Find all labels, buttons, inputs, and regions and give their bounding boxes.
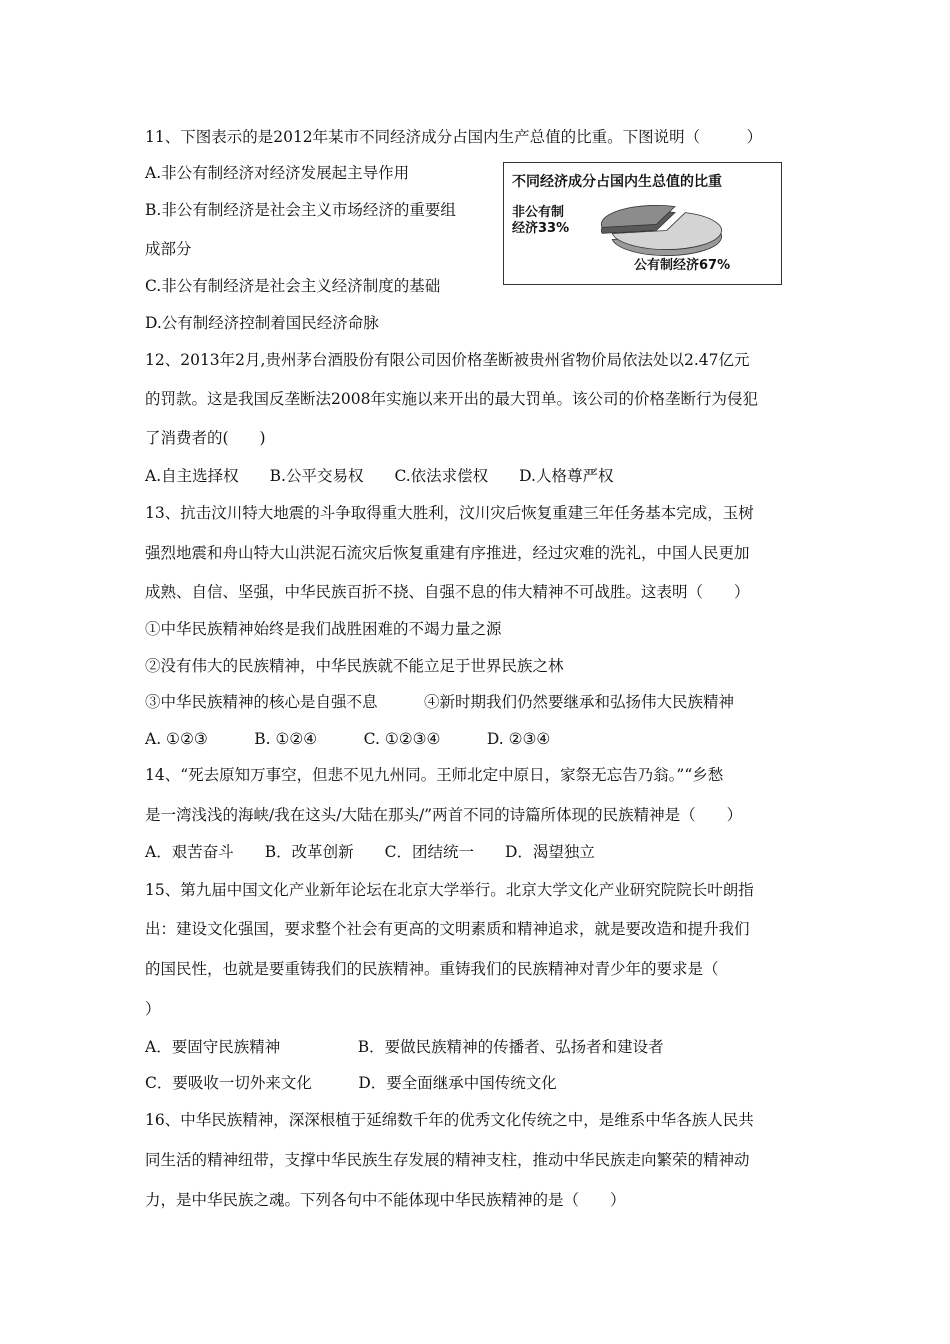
q12-options: A.自主选择权 B.公平交易权 C.依法求偿权 D.人格尊严权: [145, 467, 614, 485]
q13-line2: 强烈地震和舟山特大山洪泥石流灾后恢复重建有序推进，经过灾难的洗礼，中国人民更加: [145, 544, 750, 562]
q11-stem: 11、下图表示的是2012年某市不同经济成分占国内生产总值的比重。下图说明（ ）: [145, 128, 763, 146]
q13-statement-1: ①中华民族精神始终是我们战胜困难的不竭力量之源: [145, 620, 502, 638]
pie-label-non-public-line1: 非公有制: [512, 205, 565, 220]
q15-line3: 的国民性，也就是要重铸我们的民族精神。重铸我们的民族精神对青少年的要求是（: [145, 960, 719, 978]
q15-options-cd: C．要吸收一切外来文化 D．要全面继承中国传统文化: [145, 1074, 557, 1092]
q13-line3: 成熟、自信、坚强，中华民族百折不挠、自强不息的伟大精神不可战胜。这表明（ ）: [145, 583, 750, 601]
q15-options-ab: A．要固守民族精神 B．要做民族精神的传播者、弘扬者和建设者: [145, 1038, 664, 1056]
q13-options: A. ①②③ B. ①②④ C. ①②③④ D. ②③④: [145, 730, 551, 748]
pie-slice-0: [601, 205, 675, 227]
pie-label-public: 公有制经济67%: [634, 258, 731, 273]
q14-line1: 14、“死去原知万事空，但悲不见九州同。王师北定中原日，家祭无忘告乃翁。”“乡愁: [145, 766, 724, 784]
q11-option-c: C.非公有制经济是社会主义经济制度的基础: [145, 277, 441, 295]
pie-label-non-public: [512, 205, 569, 237]
q15-line1: 15、第九届中国文化产业新年论坛在北京大学举行。北京大学文化产业研究院院长叶朗指: [145, 881, 754, 899]
q11-option-a: A.非公有制经济对经济发展起主导作用: [145, 164, 410, 182]
q15-line4: ）: [145, 1000, 161, 1018]
q16-line2: 同生活的精神纽带，支撑中华民族生存发展的精神支柱，推动中华民族走向繁荣的精神动: [145, 1151, 750, 1169]
chart-title: 不同经济成分占国内生总值的比重: [512, 174, 722, 190]
q13-line1: 13、抗击汶川特大地震的斗争取得重大胜利，汶川灾后恢复重建三年任务基本完成，玉树: [145, 504, 754, 522]
q11-option-b-line2: 成部分: [145, 240, 192, 258]
q11-option-d: D.公有制经济控制着国民经济命脉: [145, 314, 379, 332]
q16-line1: 16、中华民族精神，深深根植于延绵数千年的优秀文化传统之中，是维系中华各族人民共: [145, 1111, 754, 1129]
q12-line1: 12、2013年2月,贵州茅台酒股份有限公司因价格垄断被贵州省物价局依法处以2.47亿元: [145, 351, 750, 369]
q13-statement-3-4: ③中华民族精神的核心是自强不息 ④新时期我们仍然要继承和弘扬伟大民族精神: [145, 693, 735, 711]
q14-options: A．艰苦奋斗 B．改革创新 C．团结统一 D．渴望独立: [145, 843, 595, 861]
q16-line3: 力，是中华民族之魂。下列各句中不能体现中华民族精神的是（ ）: [145, 1191, 626, 1209]
pie-label-non-public-line2: 经济33%: [512, 221, 570, 236]
pie-slices: [601, 205, 721, 255]
q13-statement-2: ②没有伟大的民族精神，中华民族就不能立足于世界民族之林: [145, 657, 564, 675]
q14-line2: 是一湾浅浅的海峡/我在这头/大陆在那头/”两首不同的诗篇所体现的民族精神是（ ）: [145, 806, 743, 824]
q12-line2: 的罚款。这是我国反垄断法2008年实施以来开出的最大罚单。该公司的价格垄断行为侵犯: [145, 390, 758, 408]
q15-line2: 出：建设文化强国，要求整个社会有更高的文明素质和精神追求，就是要改造和提升我们: [145, 920, 750, 938]
q11-option-b-line1: B.非公有制经济是社会主义市场经济的重要组: [145, 201, 456, 219]
q12-line3: 了消费者的( ): [145, 429, 266, 447]
pie-chart-figure: [503, 162, 782, 285]
